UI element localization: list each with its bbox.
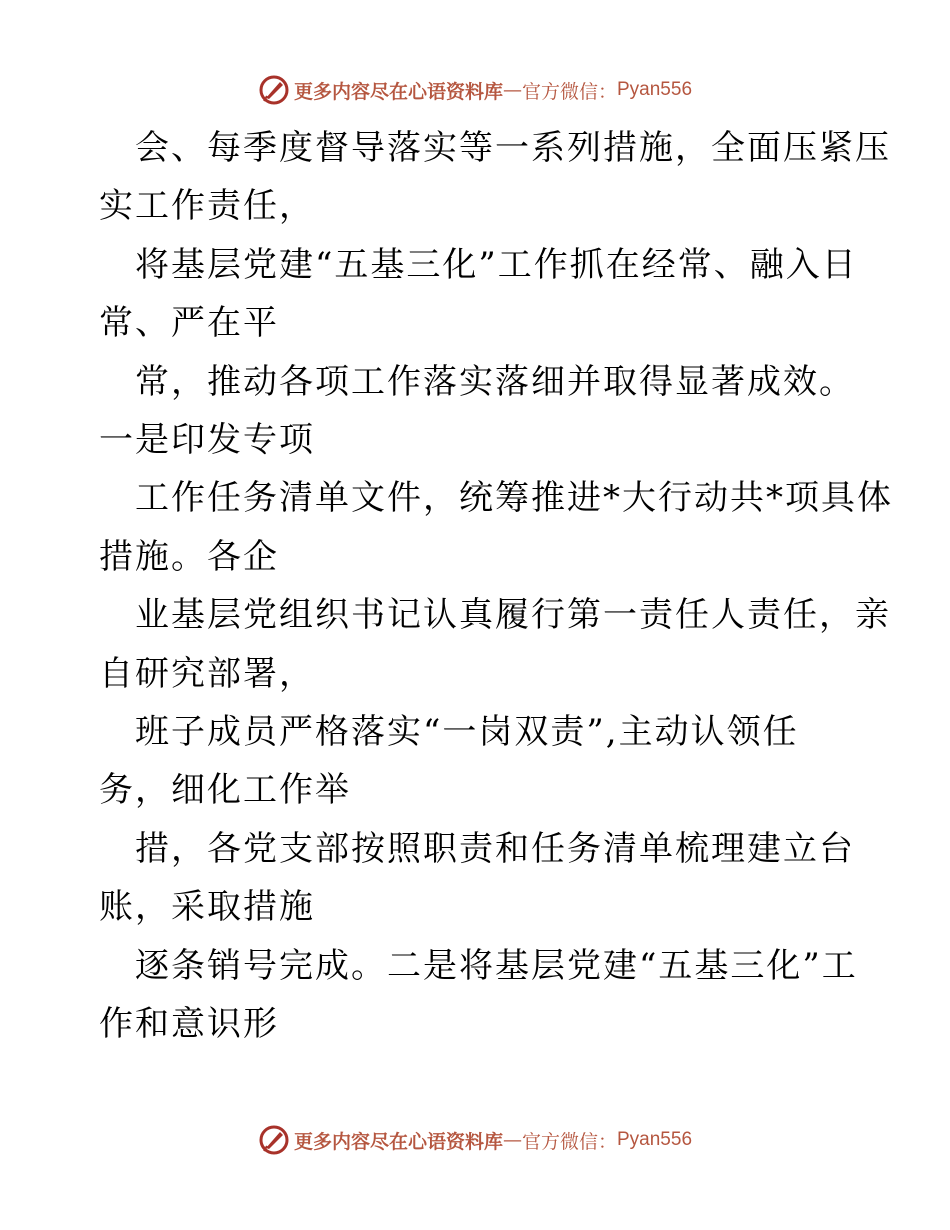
body-line: 措施。各企 xyxy=(99,537,279,577)
banner-separator: — xyxy=(502,1129,522,1151)
footer-banner xyxy=(0,1120,950,1160)
banner-wechat-id: Pyan556 xyxy=(617,1129,693,1150)
banner-wechat-label: 官方微信： xyxy=(521,80,617,103)
body-line: 常，推动各项工作落实落细并取得显著成效。 xyxy=(135,362,855,402)
body-line: 会、每季度督导落实等一系列措施，全面压紧压 xyxy=(135,128,891,168)
body-line: 自研究部署， xyxy=(99,654,315,694)
body-line: 务，细化工作举 xyxy=(99,770,351,810)
body-line: 常、严在平 xyxy=(99,303,279,343)
body-line: 措，各党支部按照职责和任务清单梳理建立台 xyxy=(135,829,855,869)
banner-separator: — xyxy=(502,79,522,101)
body-line: 逐条销号完成。二是将基层党建“五基三化”工 xyxy=(135,946,858,986)
banner-wechat-label: 官方微信： xyxy=(521,1130,617,1153)
body-line: 账，采取措施 xyxy=(99,887,315,927)
body-line: 作和意识形 xyxy=(99,1004,279,1044)
body-line: 实工作责任， xyxy=(99,186,315,226)
body-line: 业基层党组织书记认真履行第一责任人责任，亲 xyxy=(135,595,891,635)
body-line: 将基层党建“五基三化”工作抓在经常、融入日 xyxy=(135,245,858,285)
body-line: 一是印发专项 xyxy=(99,420,315,460)
banner-brand-text: 更多内容尽在心语资料库 xyxy=(293,1130,503,1153)
banner-wechat-id: Pyan556 xyxy=(617,79,693,100)
body-line: 班子成员严格落实“一岗双责”,主动认领任 xyxy=(135,712,799,752)
body-line: 工作任务清单文件，统筹推进*大行动共*项具体 xyxy=(135,478,893,518)
banner-brand-text: 更多内容尽在心语资料库 xyxy=(293,80,503,103)
quill-logo-icon xyxy=(258,1124,290,1156)
